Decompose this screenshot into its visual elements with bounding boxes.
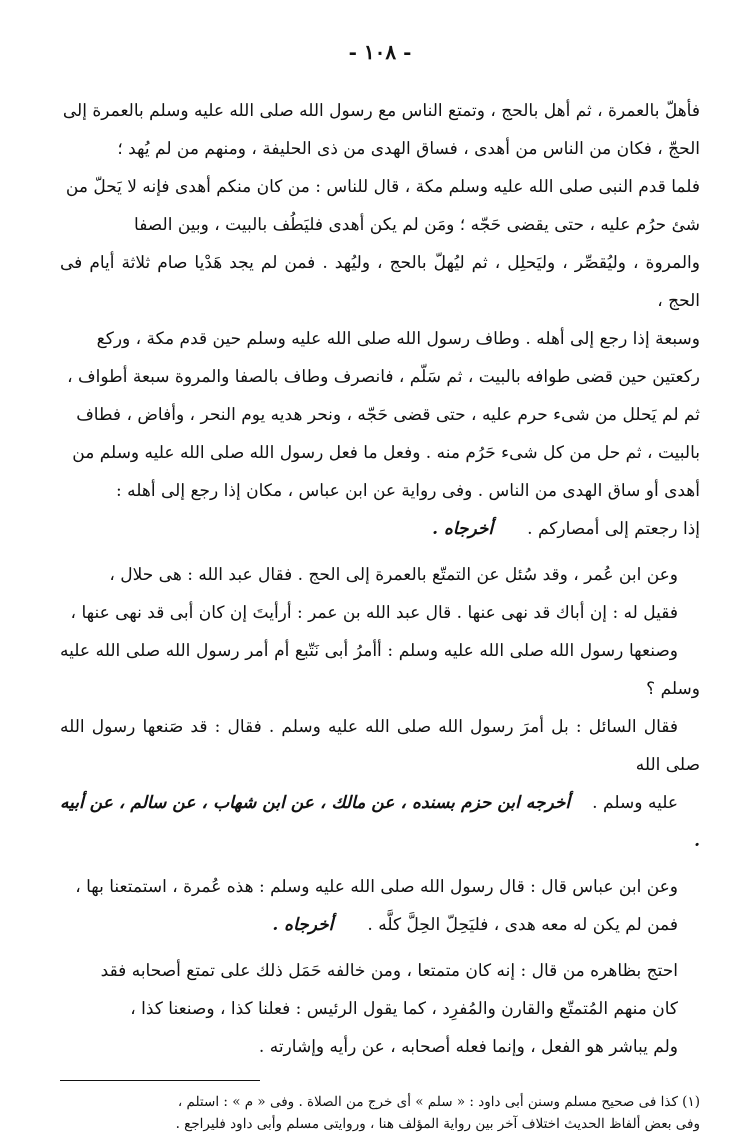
text-line: عليه وسلم . (592, 793, 679, 813)
takhrij-note: أخرجاه . (432, 519, 494, 539)
text-line: ركعتين حين قضى طوافه بالبيت ، ثم سَلّم ، فانصرف وطاف بالصفا والمروة سبعة أطواف ، (67, 367, 700, 387)
paragraph-3 (60, 868, 700, 944)
paragraph-2 (60, 556, 700, 860)
text-line: فقال السائل : بل أمرَ رسول الله صلى الله عليه وسلم . فقال : قد صَنعها رسول الله صلى الله (60, 717, 700, 775)
text-line: وسبعة إذا رجع إلى أهله . وطاف رسول الله صلى الله عليه وسلم حين قدم مكة ، وركع (96, 329, 700, 349)
footnote (60, 1091, 700, 1135)
footnote-line: (١) كذا فى صحيح مسلم وسنن أبى داود : « سلم » أى خرج من الصلاة . وفى « م » : استلم ، (177, 1094, 700, 1110)
text-line: فلما قدم النبى صلى الله عليه وسلم مكة ، قال للناس : من كان منكم أهدى فإنه لا يَحلّ من (65, 177, 700, 197)
paragraph-1 (60, 92, 700, 548)
takhrij-note: أخرجاه . (272, 915, 334, 935)
text-line: فقيل له : إن أباك قد نهى عنها . قال عبد الله بن عمر : أرأيتَ إن كان أبى قد نهى عنها ، (70, 603, 678, 623)
text-line: كان منهم المُتمتّع والقارن والمُفرِد ، كما يقول الرئيس : فعلنا كذا ، وصنعنا كذا ، (130, 999, 678, 1019)
text-line: بالبيت ، ثم حل من كل شىء حَرُم منه . وفعل ما فعل رسول الله صلى الله عليه وسلم من (72, 443, 700, 463)
footnote-line: وفى بعض ألفاظ الحديث اختلاف آخر بين رواية المؤلف هنا ، وروايتى مسلم وأبى داود فليراجع . (175, 1116, 700, 1132)
text-line: ثم لم يَحلل من شىء حرم عليه ، حتى قضى حَجّه ، ونحر هديه يوم النحر ، وأفاض ، فطاف (76, 405, 700, 425)
text-line: فمن لم يكن له معه هدى ، فليَحِلّ الحِلَّ كلَّه . (367, 915, 678, 935)
text-line: والمروة ، وليُقصِّر ، وليَحلِل ، ثم ليُهلّ بالحج ، وليُهد . فمن لم يجد هَدْيا صام ثلاثة أيام فى الحج ، (60, 253, 700, 311)
text-line: الحجّ ، فكان من الناس من أهدى ، فساق الهدى من ذى الحليفة ، ومنهم من لم يُهد ؛ (117, 139, 700, 159)
text-line: شئ حرُم عليه ، حتى يقضى حَجّه ؛ ومَن لم يكن أهدى فليَطُف بالبيت ، وبين الصفا (134, 215, 700, 235)
takhrij-note: أخرجه ابن حزم بسنده ، عن مالك ، عن ابن شهاب ، عن سالم ، عن أبيه . (60, 793, 700, 851)
text-line-with-footnote-ref (60, 358, 700, 396)
text-line-last (60, 784, 700, 860)
text-line: أهدى أو ساق الهدى من الناس . وفى رواية عن ابن عباس ، مكان إذا رجع إلى أهله : (116, 481, 700, 501)
text-line: احتج بظاهره من قال : إنه كان متمتعا ، ومن خالفه حَمَل ذلك على تمتع أصحابه فقد (100, 961, 678, 981)
text-line: وعن ابن عباس قال : قال رسول الله صلى الله عليه وسلم : هذه عُمرة ، استمتعنا بها ، (75, 877, 678, 897)
text-line-last (60, 906, 700, 944)
paragraph-4 (60, 952, 700, 1066)
page (60, 40, 700, 1135)
text-line: ولم يباشر هو الفعل ، وإنما فعله أصحابه ، عن رأيه وإشارته . (258, 1037, 678, 1057)
text-line: فأهلّ بالعمرة ، ثم أهل بالحج ، وتمتع الناس مع رسول الله صلى الله عليه وسلم بالعمرة إلى (62, 101, 700, 121)
text-line-last (60, 510, 700, 548)
text-line: إذا رجعتم إلى أمصاركم . (527, 519, 700, 539)
text-line: وعن ابن عُمر ، وقد سُئل عن التمتّع بالعمرة إلى الحج . فقال عبد الله : هى حلال ، (109, 565, 678, 585)
text-line: وصنعها رسول الله صلى الله عليه وسلم : أأمرُ أبى نَتّبع أم أمر رسول الله صلى الله عليه وسلم ؟ (60, 641, 700, 699)
page-number: - ١٠٨ - (348, 40, 412, 64)
